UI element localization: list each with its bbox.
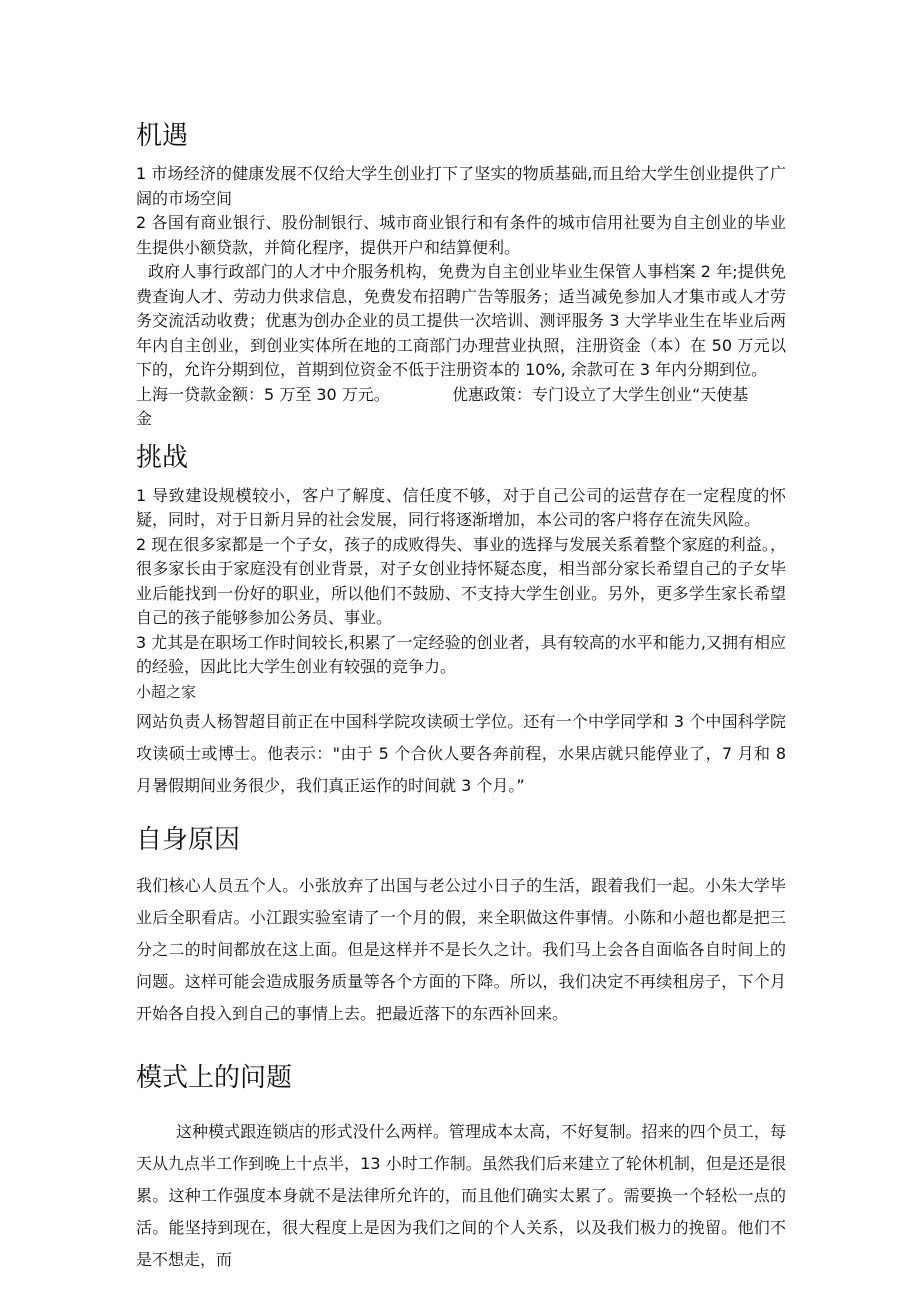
loan-continuation-text: 金 bbox=[136, 409, 153, 428]
document-page bbox=[136, 112, 786, 1276]
preferential-policy-text: 优惠政策：专门设立了大学生创业“天使基 bbox=[452, 384, 749, 404]
case-subheading: 小超之家 bbox=[136, 682, 197, 701]
heading-challenge: 挑战 bbox=[136, 442, 189, 473]
challenge-paragraph-1: 1 导致建设规模较小，客户了解度、信任度不够，对于自己公司的运营存在一定程度的怀疑，同时，对于日新月异的社会发展，同行将逐渐增加，本公司的客户将存在流失风险。 bbox=[136, 485, 786, 529]
challenge-paragraph-4: 网站负责人杨智超目前正在中国科学院攻读硕士学位。还有一个中学同学和 3 个中国科学院攻读硕士或博士。他表示："由于 5 个合伙人要各奔前程，水果店就只能停业了，7 月和 8 月暑假期间业务很少，我们真正运作的时间就 3 个月。” bbox=[136, 711, 786, 795]
opportunity-paragraph-1: 1 市场经济的健康发展不仅给大学生创业打下了坚实的物质基础,而且给大学生创业提供了广阔的市场空间 bbox=[136, 164, 786, 208]
opportunity-paragraph-2: 2 各国有商业银行、股份制银行、城市商业银行和有条件的城市信用社要为自主创业的毕业生提供小额贷款，并简化程序，提供开户和结算便利。 bbox=[136, 213, 786, 257]
heading-self-reasons: 自身原因 bbox=[136, 824, 241, 855]
challenge-paragraph-3: 3 尤其是在职场工作时间较长,积累了一定经验的创业者，具有较高的水平和能力,又拥有相应的经验，因此比大学生创业有较强的竞争力。 bbox=[136, 632, 786, 676]
loan-row bbox=[136, 383, 786, 408]
heading-model-problems: 模式上的问题 bbox=[136, 1062, 293, 1093]
challenge-paragraph-2: 2 现在很多家都是一个子女，孩子的成败得失、事业的选择与发展关系着整个家庭的利益。，很多家长由于家庭没有创业背景，对子女创业持怀疑态度，相当部分家长希望自己的子女毕业后能找到一份好的职业，所以他们不鼓励、不支持大学生创业。另外，更多学生家长希望自己的孩子能够参加公务员、事业。 bbox=[136, 534, 786, 627]
heading-opportunity: 机遇 bbox=[136, 121, 189, 151]
opportunity-paragraph-3: 政府人事行政部门的人才中介服务机构，免费为自主创业毕业生保管人事档案 2 年;提供免费查询人才、劳动力供求信息，免费发布招聘广告等服务；适当减免参加人才集市或人才劳务交流活动收费；优惠为创办企业的员工提供一次培训、测评服务 3 大学毕业生在毕业后两年内自主创业，到创业实体所在地的工商部门办理营业执照，注册资金（本）在 50 万元以下的，允许分期到位，首期到位资金不低于注册资本的 10%, 余款可在 3 年内分期到位。 bbox=[136, 262, 786, 379]
self-reasons-paragraph: 我们核心人员五个人。小张放弃了出国与老公过小日子的生活，跟着我们一起。小朱大学毕业后全职看店。小江跟实验室请了一个月的假，来全职做这件事情。小陈和小超也都是把三分之二的时间都放在这上面。但是这样并不是长久之计。我们马上会各自面临各自时间上的问题。这样可能会造成服务质量等各个方面的下降。所以，我们决定不再续租房子，下个月开始各自投入到自己的事情上去。把最近落下的东西补回来。 bbox=[136, 875, 786, 1023]
model-problems-paragraph: 这种模式跟连锁店的形式没什么两样。管理成本太高，不好复制。招来的四个员工，每天从九点半工作到晚上十点半，13 小时工作制。虽然我们后来建立了轮休机制，但是还是很累。这种工作强度本身就不是法律所允许的，而且他们确实太累了。需要换一个轻松一点的活。能坚持到现在，很大程度上是因为我们之间的个人关系，以及我们极力的挽留。他们不是不想走，而 bbox=[136, 1121, 786, 1269]
loan-amount-text: 上海一贷款金额：5 万至 30 万元。 bbox=[136, 384, 390, 404]
